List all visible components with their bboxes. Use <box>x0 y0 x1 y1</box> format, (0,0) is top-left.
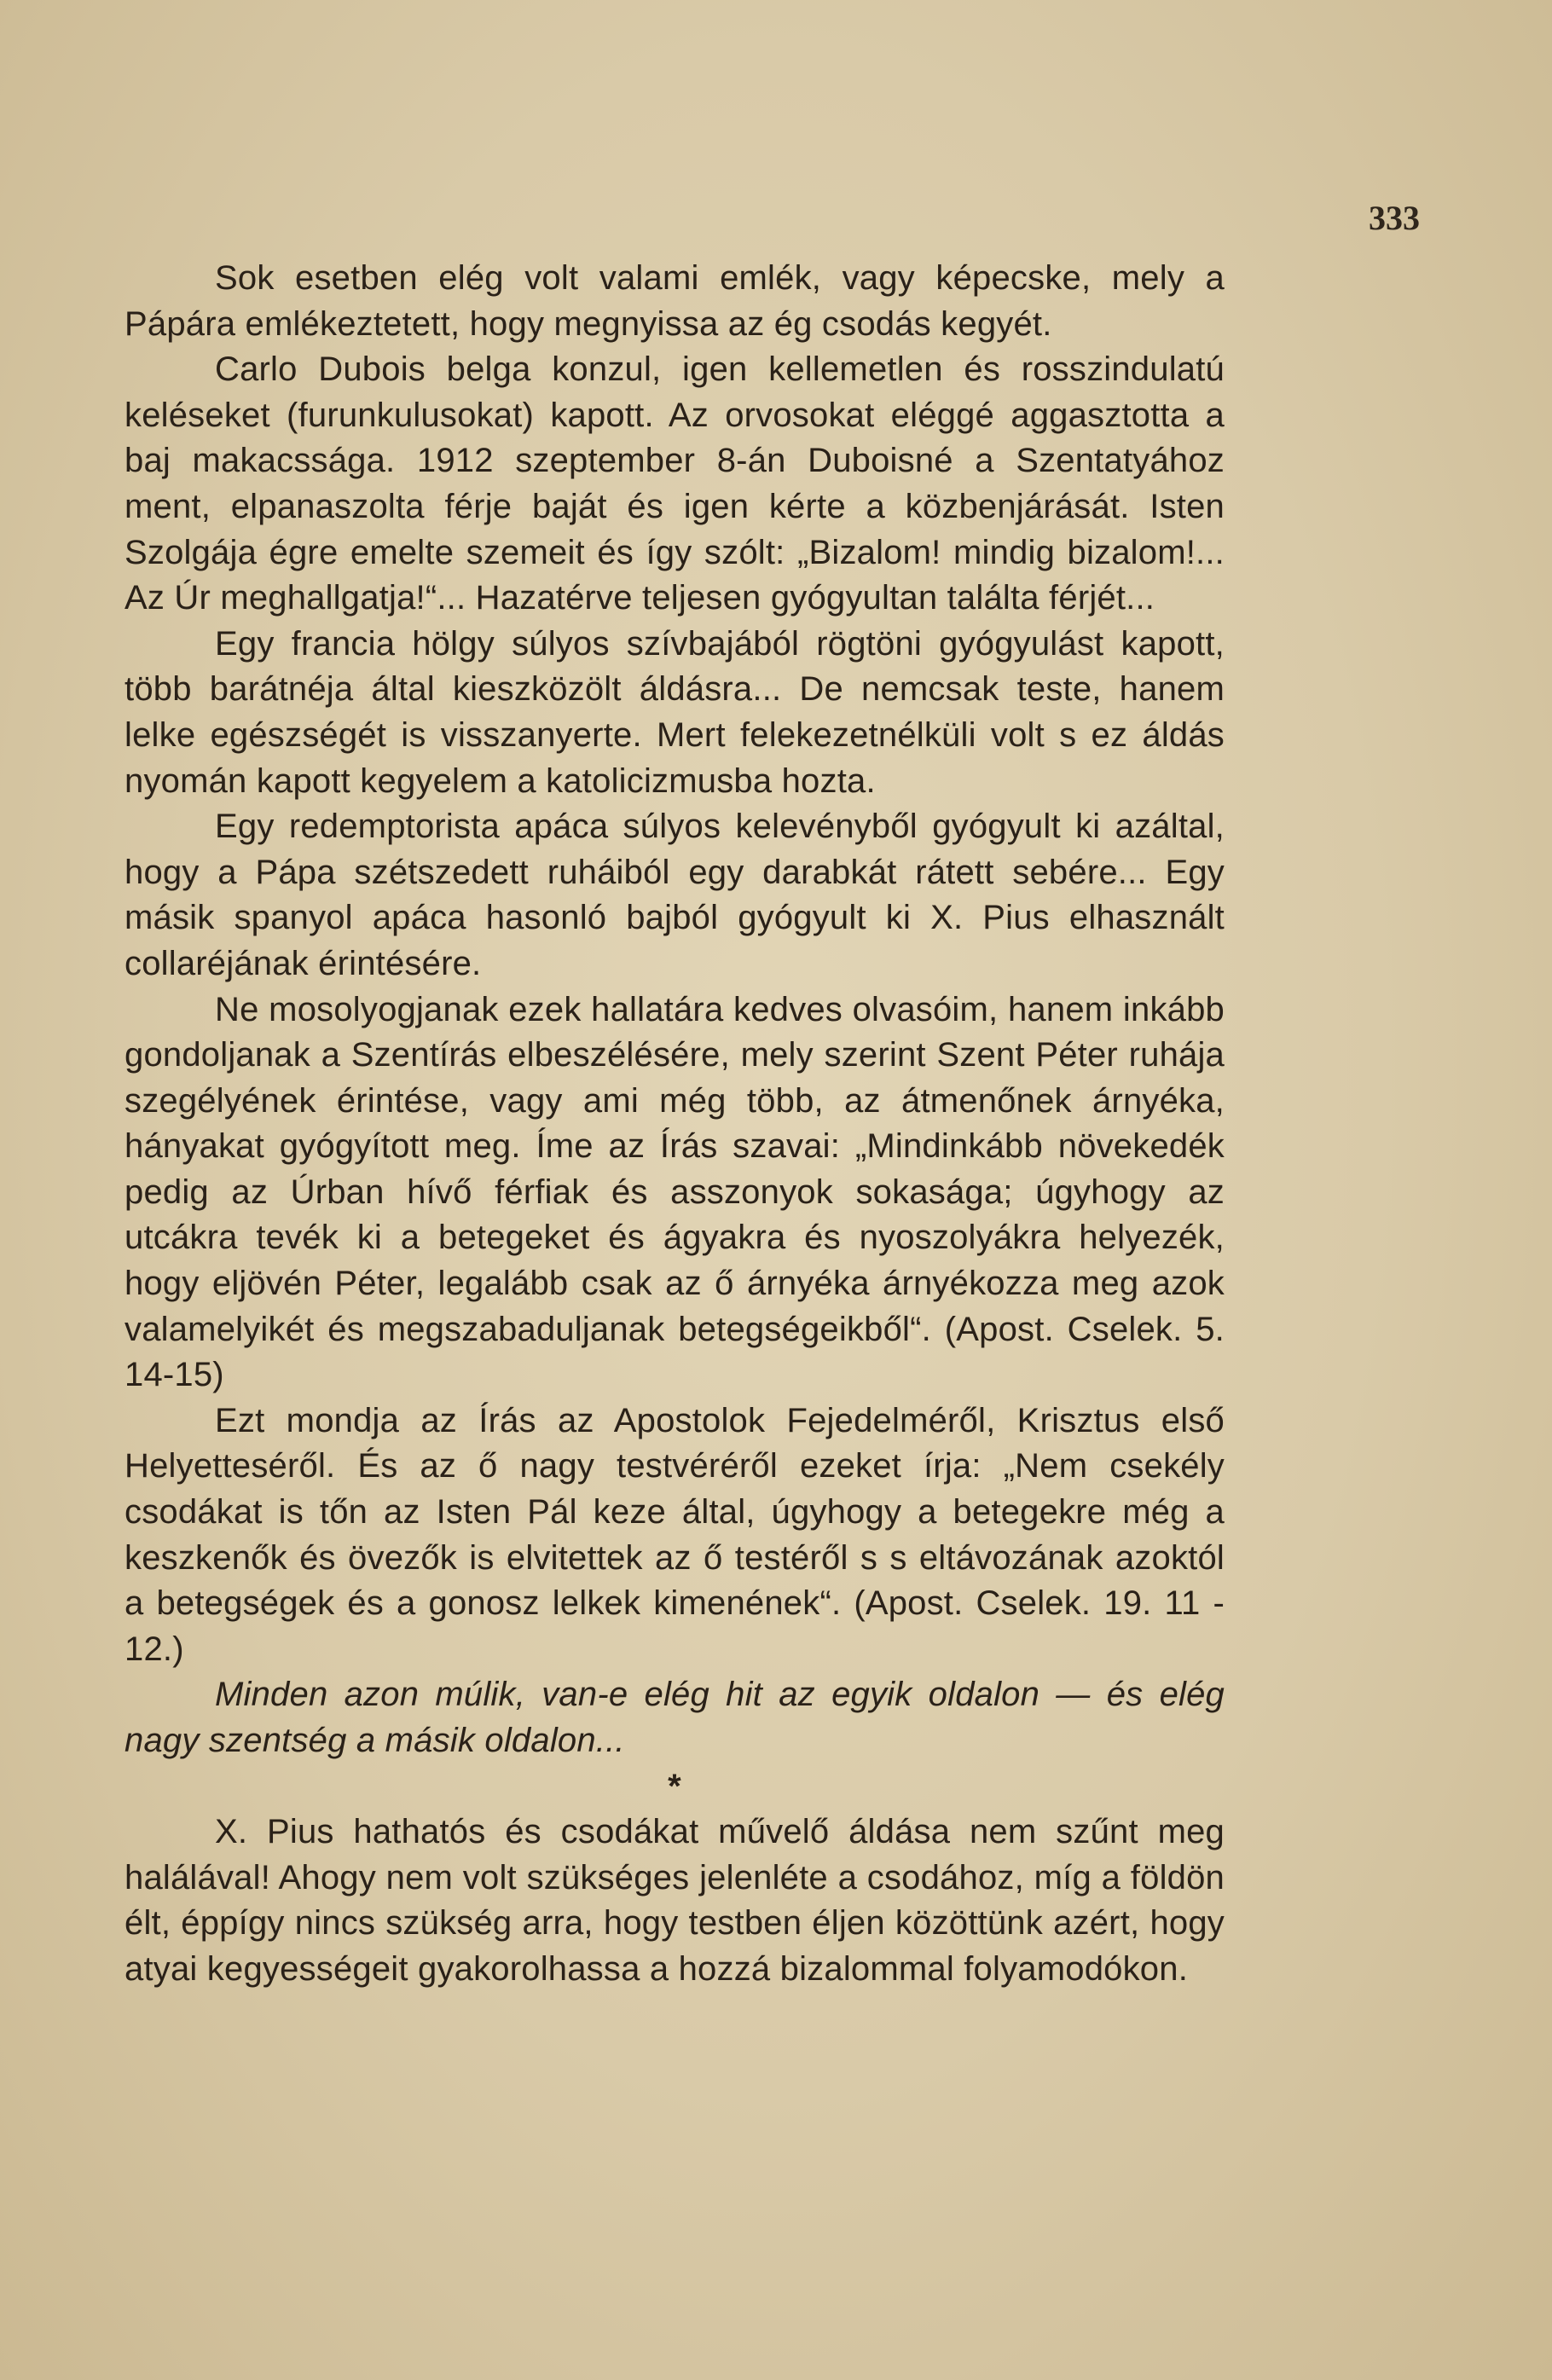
paragraph-5: Ne mosolyogjanak ezek hallatára kedves olvasóim, hanem inkább gondoljanak a Szentírás elbeszélésére, mely szerint Szent Péter ruhája szegélyének érintése, vagy ami még több, az átmenőnek árnyéka, hányakat gyógyított meg. Íme az Írás szavai: „Mindinkább növekedék pedig az Úrban hívő férfiak és asszonyok sokasága; úgyhogy az utcákra tevék ki a betegeket és ágyakra és nyoszolyákra helyezék, hogy eljövén Péter, legalább csak az ő árnyéka árnyékozza meg azok valamelyikét és megszabaduljanak betegségeikből“. (Apost. Cselek. 5. 14-15) <box>125 990 1225 1394</box>
page-number: 333 <box>1369 199 1420 237</box>
section-separator: * <box>668 1767 681 1805</box>
paragraph-6: Ezt mondja az Írás az Apostolok Fejedelméről, Krisztus első Helyetteséről. És az ő nagy testvéréről ezeket írja: „Nem csekély csodákat is tőn az Isten Pál keze által, úgyhogy a betegekre még a keszkenők és övezők is elvitettek az ő testéről s s eltávozának azoktól a betegségek és a gonosz lelkek kimenének“. (Apost. Cselek. 19. 11 - 12.) <box>125 1401 1225 1668</box>
final-paragraph: X. Pius hathatós és csodákat művelő áldása nem szűnt meg halálával! Ahogy nem volt szükséges jelenléte a csodához, míg a földön élt, éppígy nincs szükség arra, hogy testben éljen közöttünk azért, hogy atyai kegyességeit gyakorolhassa a hozzá bizalommal folyamodókon. <box>125 1813 1225 1988</box>
paragraph-2: Carlo Dubois belga konzul, igen kellemetlen és rosszindulatú keléseket (furunkulusokat) kapott. Az orvosokat eléggé aggasztotta a baj makacssága. 1912 szeptember 8-án Duboisné a Szentatyához ment, elpanaszolta férje baját és igen kérte a közbenjárását. Isten Szolgája égre emelte szemeit és így szólt: „Bizalom! mindig bizalom!... Az Úr meghallgatja!“... Hazatérve teljesen gyógyultan találta férjét... <box>125 350 1225 617</box>
italic-paragraph: Minden azon múlik, van-e elég hit az egyik oldalon — és elég nagy szentség a másik oldalon... <box>125 1676 1225 1759</box>
body-text <box>125 256 1225 1993</box>
paragraph-1: Sok esetben elég volt valami emlék, vagy képecske, mely a Pápára emlékeztetett, hogy megnyissa az ég csodás kegyét. <box>125 259 1225 343</box>
paragraph-4: Egy redemptorista apáca súlyos kelevényből gyógyult ki azáltal, hogy a Pápa szétszedett ruháiból egy darabkát rátett sebére... Egy másik spanyol apáca hasonló bajból gyógyult ki X. Pius elhasznált collaréjának érintésére. <box>125 808 1225 982</box>
paragraph-3: Egy francia hölgy súlyos szívbajából rögtöni gyógyulást kapott, több barátnéja által kieszközölt áldásra... De nemcsak teste, hanem lelke egészségét is visszanyerte. Mert felekezetnélküli volt s ez áldás nyomán kapott kegyelem a katolicizmusba hozta. <box>125 624 1225 800</box>
